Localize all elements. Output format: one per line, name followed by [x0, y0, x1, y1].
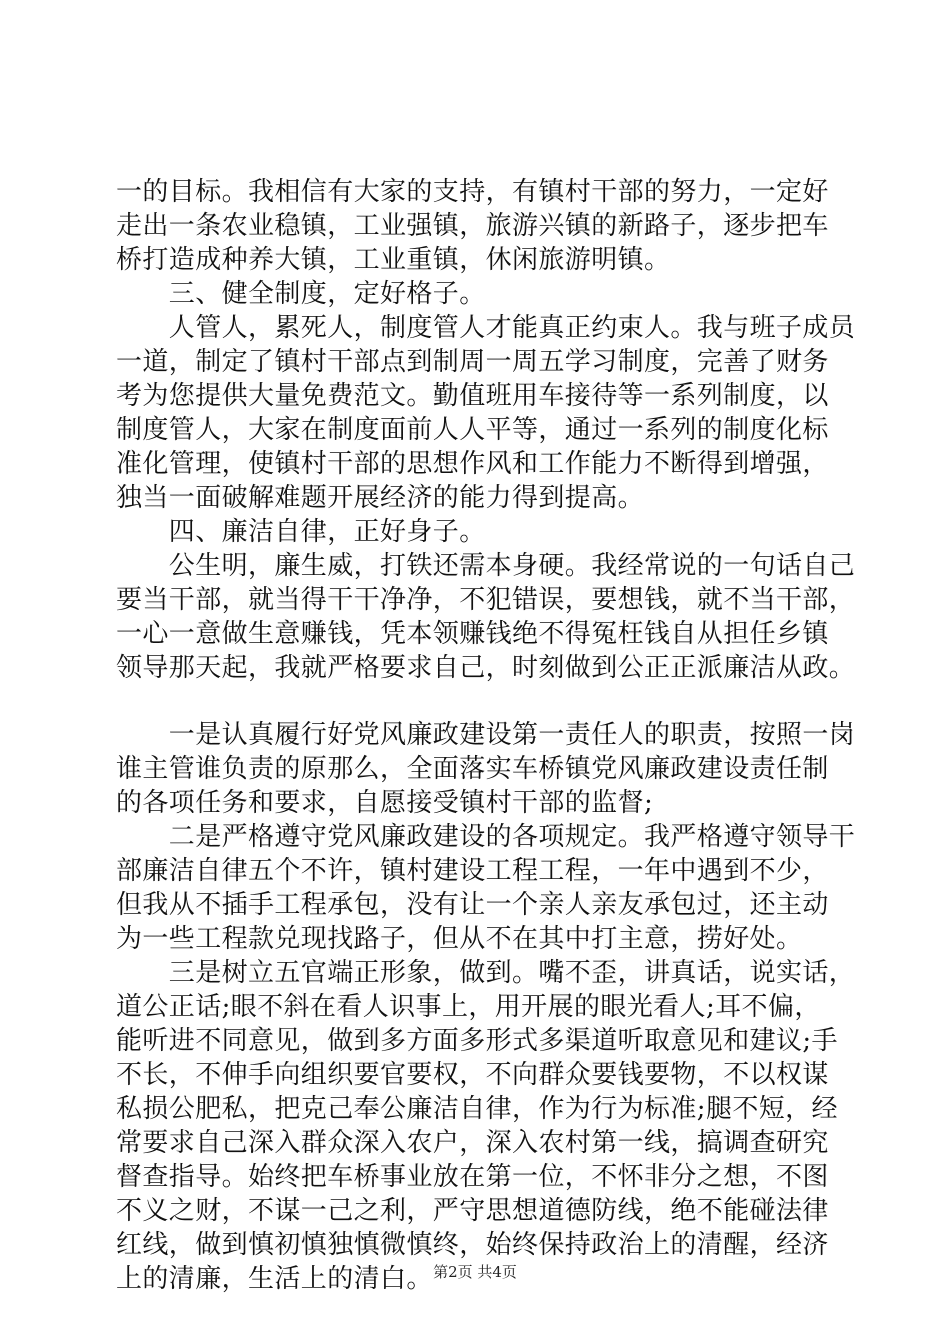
text-line: 要当干部，就当得干干净净，不犯错误，要想钱，就不当干部， — [116, 585, 856, 615]
text-line: 督查指导。始终把车桥事业放在第一位，不怀非分之想，不图 — [116, 1162, 829, 1192]
text-line: 领导那天起，我就严格要求自己，时刻做到公正正派廉洁从政。 — [116, 653, 856, 683]
text-line: 三是树立五官端正形象，做到。嘴不歪，讲真话，说实话， — [116, 958, 856, 988]
text-line: 不长，不伸手向组织要官要权，不向群众要钱要物，不以权谋 — [116, 1060, 829, 1090]
section-heading: 三、健全制度，定好格子。 — [116, 279, 486, 309]
text-line: 但我从不插手工程承包，没有让一个亲人亲友承包过，还主动 — [116, 890, 829, 920]
text-line: 红线，做到慎初慎独慎微慎终，始终保持政治上的清醒，经济 — [116, 1230, 829, 1260]
text-line: 独当一面破解难题开展经济的能力得到提高。 — [116, 483, 645, 513]
text-line: 一道，制定了镇村干部点到制周一周五学习制度，完善了财务 — [116, 347, 829, 377]
text-line: 准化管理，使镇村干部的思想作风和工作能力不断得到增强， — [116, 449, 829, 479]
page-footer — [0, 1262, 950, 1282]
text-line: 上的清廉，生活上的清白。 — [116, 1264, 433, 1294]
text-line: 谁主管谁负责的原那么，全面落实车桥镇党风廉政建设责任制 — [116, 754, 829, 784]
text-line: 私损公肥私，把克己奉公廉洁自律，作为行为标准;腿不短，经 — [116, 1094, 838, 1124]
text-line: 不义之财，不谋一己之利，严守思想道德防线，绝不能碰法律 — [116, 1196, 829, 1226]
text-line: 二是严格遵守党风廉政建设的各项规定。我严格遵守领导干 — [116, 822, 856, 852]
text-line: 一心一意做生意赚钱，凭本领赚钱绝不得冤枉钱自从担任乡镇 — [116, 619, 829, 649]
text-line: 一的目标。我相信有大家的支持，有镇村干部的努力，一定好 — [116, 177, 829, 207]
text-line: 的各项任务和要求，自愿接受镇村干部的监督; — [116, 788, 654, 818]
text-line: 一是认真履行好党风廉政建设第一责任人的职责，按照一岗 — [116, 720, 856, 750]
document-body — [116, 175, 856, 1296]
text-line: 人管人，累死人，制度管人才能真正约束人。我与班子成员 — [116, 313, 856, 343]
text-line: 能听进不同意见，做到多方面多形式多渠道听取意见和建议;手 — [116, 1026, 838, 1056]
text-line: 桥打造成种养大镇，工业重镇，休闲旅游明镇。 — [116, 245, 671, 275]
text-line: 为一些工程款兑现找路子，但从不在其中打主意，捞好处。 — [116, 924, 803, 954]
text-line: 制度管人，大家在制度面前人人平等，通过一系列的制度化标 — [116, 415, 829, 445]
text-line: 考为您提供大量免费范文。勤值班用车接待等一系列制度，以 — [116, 381, 829, 411]
text-line: 常要求自己深入群众深入农户，深入农村第一线，搞调查研究 — [116, 1128, 829, 1158]
text-line: 道公正话;眼不斜在看人识事上，用开展的眼光看人;耳不偏， — [116, 992, 821, 1022]
text-line: 走出一条农业稳镇，工业强镇，旅游兴镇的新路子，逐步把车 — [116, 211, 829, 241]
page-total: 共4页 — [477, 1263, 517, 1281]
section-heading: 四、廉洁自律，正好身子。 — [116, 517, 486, 547]
text-line: 部廉洁自律五个不许，镇村建设工程工程，一年中遇到不少， — [116, 856, 829, 886]
text-line: 公生明，廉生威，打铁还需本身硬。我经常说的一句话自己 — [116, 551, 856, 581]
page-number: 第2页 — [433, 1263, 473, 1281]
